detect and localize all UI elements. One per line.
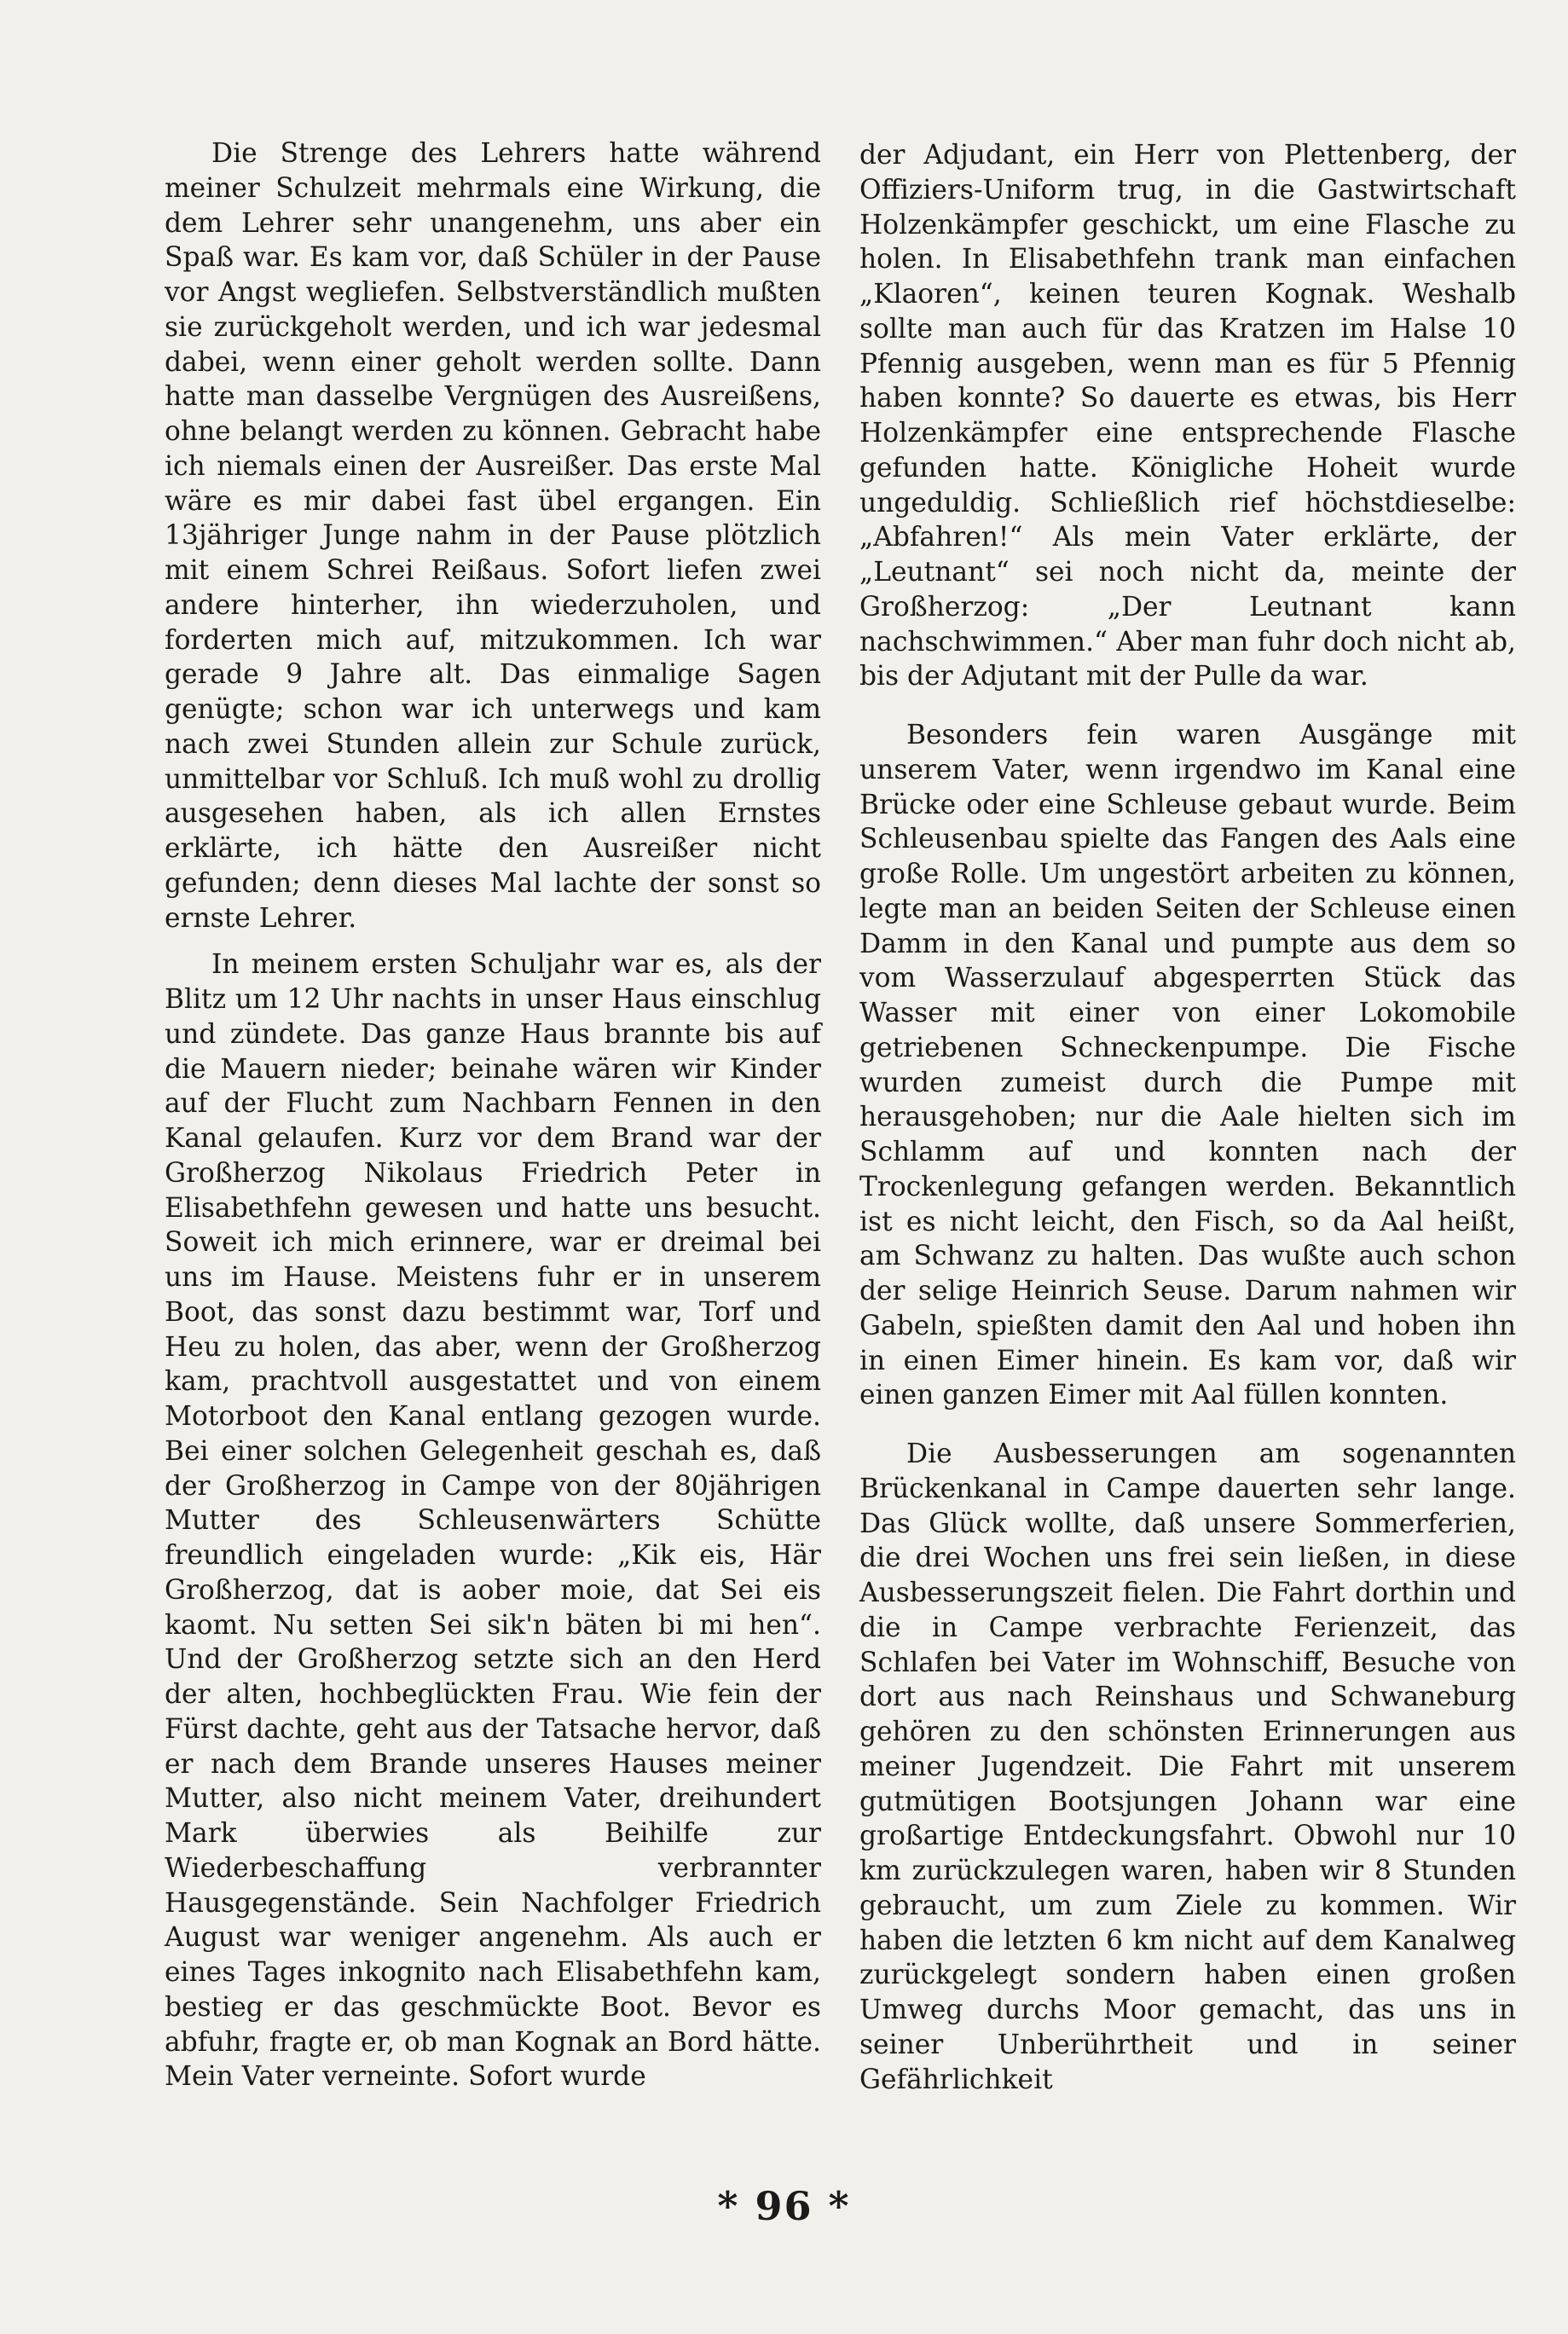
paragraph-house-fire-grand-duke: In meinem ersten Schuljahr war es, als der Blitz um 12 Uhr nachts in unser Haus einschlug und zündete. Das ganze Haus brannte bis auf die Mauern nieder; beinahe wären wir Kinder auf der Flucht zum Nachbarn Fennen in den Kanal gelaufen. Kurz vor dem Brand war der Großherzog Nikolaus Friedrich Peter in Elisabethfehn gewesen und hatte uns besucht. Soweit ich mich erinnere, war er dreimal bei uns im Hause. Meistens fuhr er in unserem Boot, das sonst dazu bestimmt war, Torf und Heu zu holen, das aber, wenn der Großherzog kam, prachtvoll ausgestattet und von einem Motorboot den Kanal entlang gezogen wurde. Bei einer solchen Gelegenheit geschah es, daß der Großherzog in Campe von der 80jährigen Mutter des Schleusenwärters Schütte freundlich eingeladen wurde: „Kik eis, Här Großherzog, dat is aober moie, dat Sei eis kaomt. Nu setten Sei sik'n bäten bi mi hen“. Und der Großherzog setzte sich an den Herd der alten, hochbeglückten Frau. Wie fein der Fürst dachte, geht aus der Tatsache hervor, daß er nach dem Brande unseres Hauses meiner Mutter, also nicht meinem Vater, dreihundert Mark überwies als Beihilfe zur Wiederbeschaffung verbrannter Hausgegenstände. Sein Nachfolger Friedrich August war weniger angenehm. Als auch er eines Tages inkognito nach Elisabethfehn kam, bestieg er das geschmückte Boot. Bevor es abfuhr, fragte er, ob man Kognak an Bord hätte. Mein Vater verneinte. Sofort wurde	[165, 949, 821, 2093]
right-column	[859, 138, 1516, 2097]
paragraph-lock-construction-eels: Besonders fein waren Ausgänge mit unserem Vater, wenn irgendwo im Kanal eine Brücke oder eine Schleuse gebaut wurde. Beim Schleusenbau spielte das Fangen des Aals eine große Rolle. Um ungestört arbeiten zu können, legte man an beiden Seiten der Schleuse einen Damm in den Kanal und pumpte aus dem so vom Wasserzulauf abgesperrten Stück das Wasser mit einer von einer Lokomobile getriebenen Schneckenpumpe. Die Fische wurden zumeist durch die Pumpe mit herausgehoben; nur die Aale hielten sich im Schlamm auf und konnten nach der Trockenlegung gefangen werden. Bekanntlich ist es nicht leicht, den Fisch, so da Aal heißt, am Schwanz zu halten. Das wußte auch schon der selige Heinrich Seuse. Darum nahmen wir Gabeln, spießten damit den Aal und hoben ihn in einen Eimer hinein. Es kam vor, daß wir einen ganzen Eimer mit Aal füllen konnten.	[859, 720, 1516, 1411]
paragraph-adjutant-cognac: der Adjudant, ein Herr von Plettenberg, der Offiziers-Uniform trug, in die Gastwirtschaft Holzenkämpfer geschickt, um eine Flasche zu holen. In Elisabethfehn trank man einfachen „Klaoren“, keinen teuren Kognak. Weshalb sollte man auch für das Kratzen im Halse 10 Pfennig ausgeben, wenn man es für 5 Pfennig haben konnte? So dauerte es etwas, bis Herr Holzenkämpfer eine entsprechende Flasche gefunden hatte. Königliche Hoheit wurde ungeduldig. Schließlich rief höchstdieselbe: „Abfahren!“ Als mein Vater erklärte, der „Leutnant“ sei noch nicht da, meinte der Großherzog: „Der Leutnant kann nachschwimmen.“ Aber man fuhr doch nicht ab, bis der Adjutant mit der Pulle da war.	[859, 140, 1516, 692]
paragraph-summer-holidays-campe: Die Ausbesserungen am sogenannten Brückenkanal in Campe dauerten sehr lange. Das Glück wollte, daß unsere Sommerferien, die drei Wochen uns frei sein ließen, in diese Ausbesserungszeit fielen. Die Fahrt dorthin und die in Campe verbrachte Ferienzeit, das Schlafen bei Vater im Wohnschiff, Besuche von dort aus nach Reinshaus und Schwaneburg gehören zu den schönsten Erinnerungen aus meiner Jugendzeit. Die Fahrt mit unserem gutmütigen Bootsjungen Johann war eine großartige Entdeckungsfahrt. Obwohl nur 10 km zurückzulegen waren, haben wir 8 Stunden gebraucht, um zum Ziele zu kommen. Wir haben die letzten 6 km nicht auf dem Kanalweg zurückgelegt sondern haben einen großen Umweg durchs Moor gemacht, das uns in seiner Unberührtheit und in seiner Gefährlichkeit	[859, 1439, 1516, 2095]
paragraph-teacher-runaways: Die Strenge des Lehrers hatte während meiner Schulzeit mehrmals eine Wirkung, die dem Lehrer sehr unangenehm, uns aber ein Spaß war. Es kam vor, daß Schüler in der Pause vor Angst wegliefen. Selbstverständlich mußten sie zurückgeholt werden, und ich war jedesmal dabei, wenn einer geholt werden sollte. Dann hatte man dasselbe Vergnügen des Ausreißens, ohne belangt werden zu können. Gebracht habe ich niemals einen der Ausreißer. Das erste Mal wäre es mir dabei fast übel ergangen. Ein 13jähriger Junge nahm in der Pause plötzlich mit einem Schrei Reißaus. Sofort liefen zwei andere hinterher, ihn wiederzuholen, und forderten mich auf, mitzukommen. Ich war gerade 9 Jahre alt. Das einmalige Sagen genügte; schon war ich unterwegs und kam nach zwei Stunden allein zur Schule zurück, unmittelbar vor Schluß. Ich muß wohl zu drollig ausgesehen haben, als ich allen Ernstes erklärte, ich hätte den Ausreißer nicht gefunden; denn dieses Mal lachte der sonst so ernste Lehrer.	[165, 138, 821, 934]
page-number: * 96 *	[717, 2183, 851, 2229]
left-column	[165, 136, 821, 2094]
